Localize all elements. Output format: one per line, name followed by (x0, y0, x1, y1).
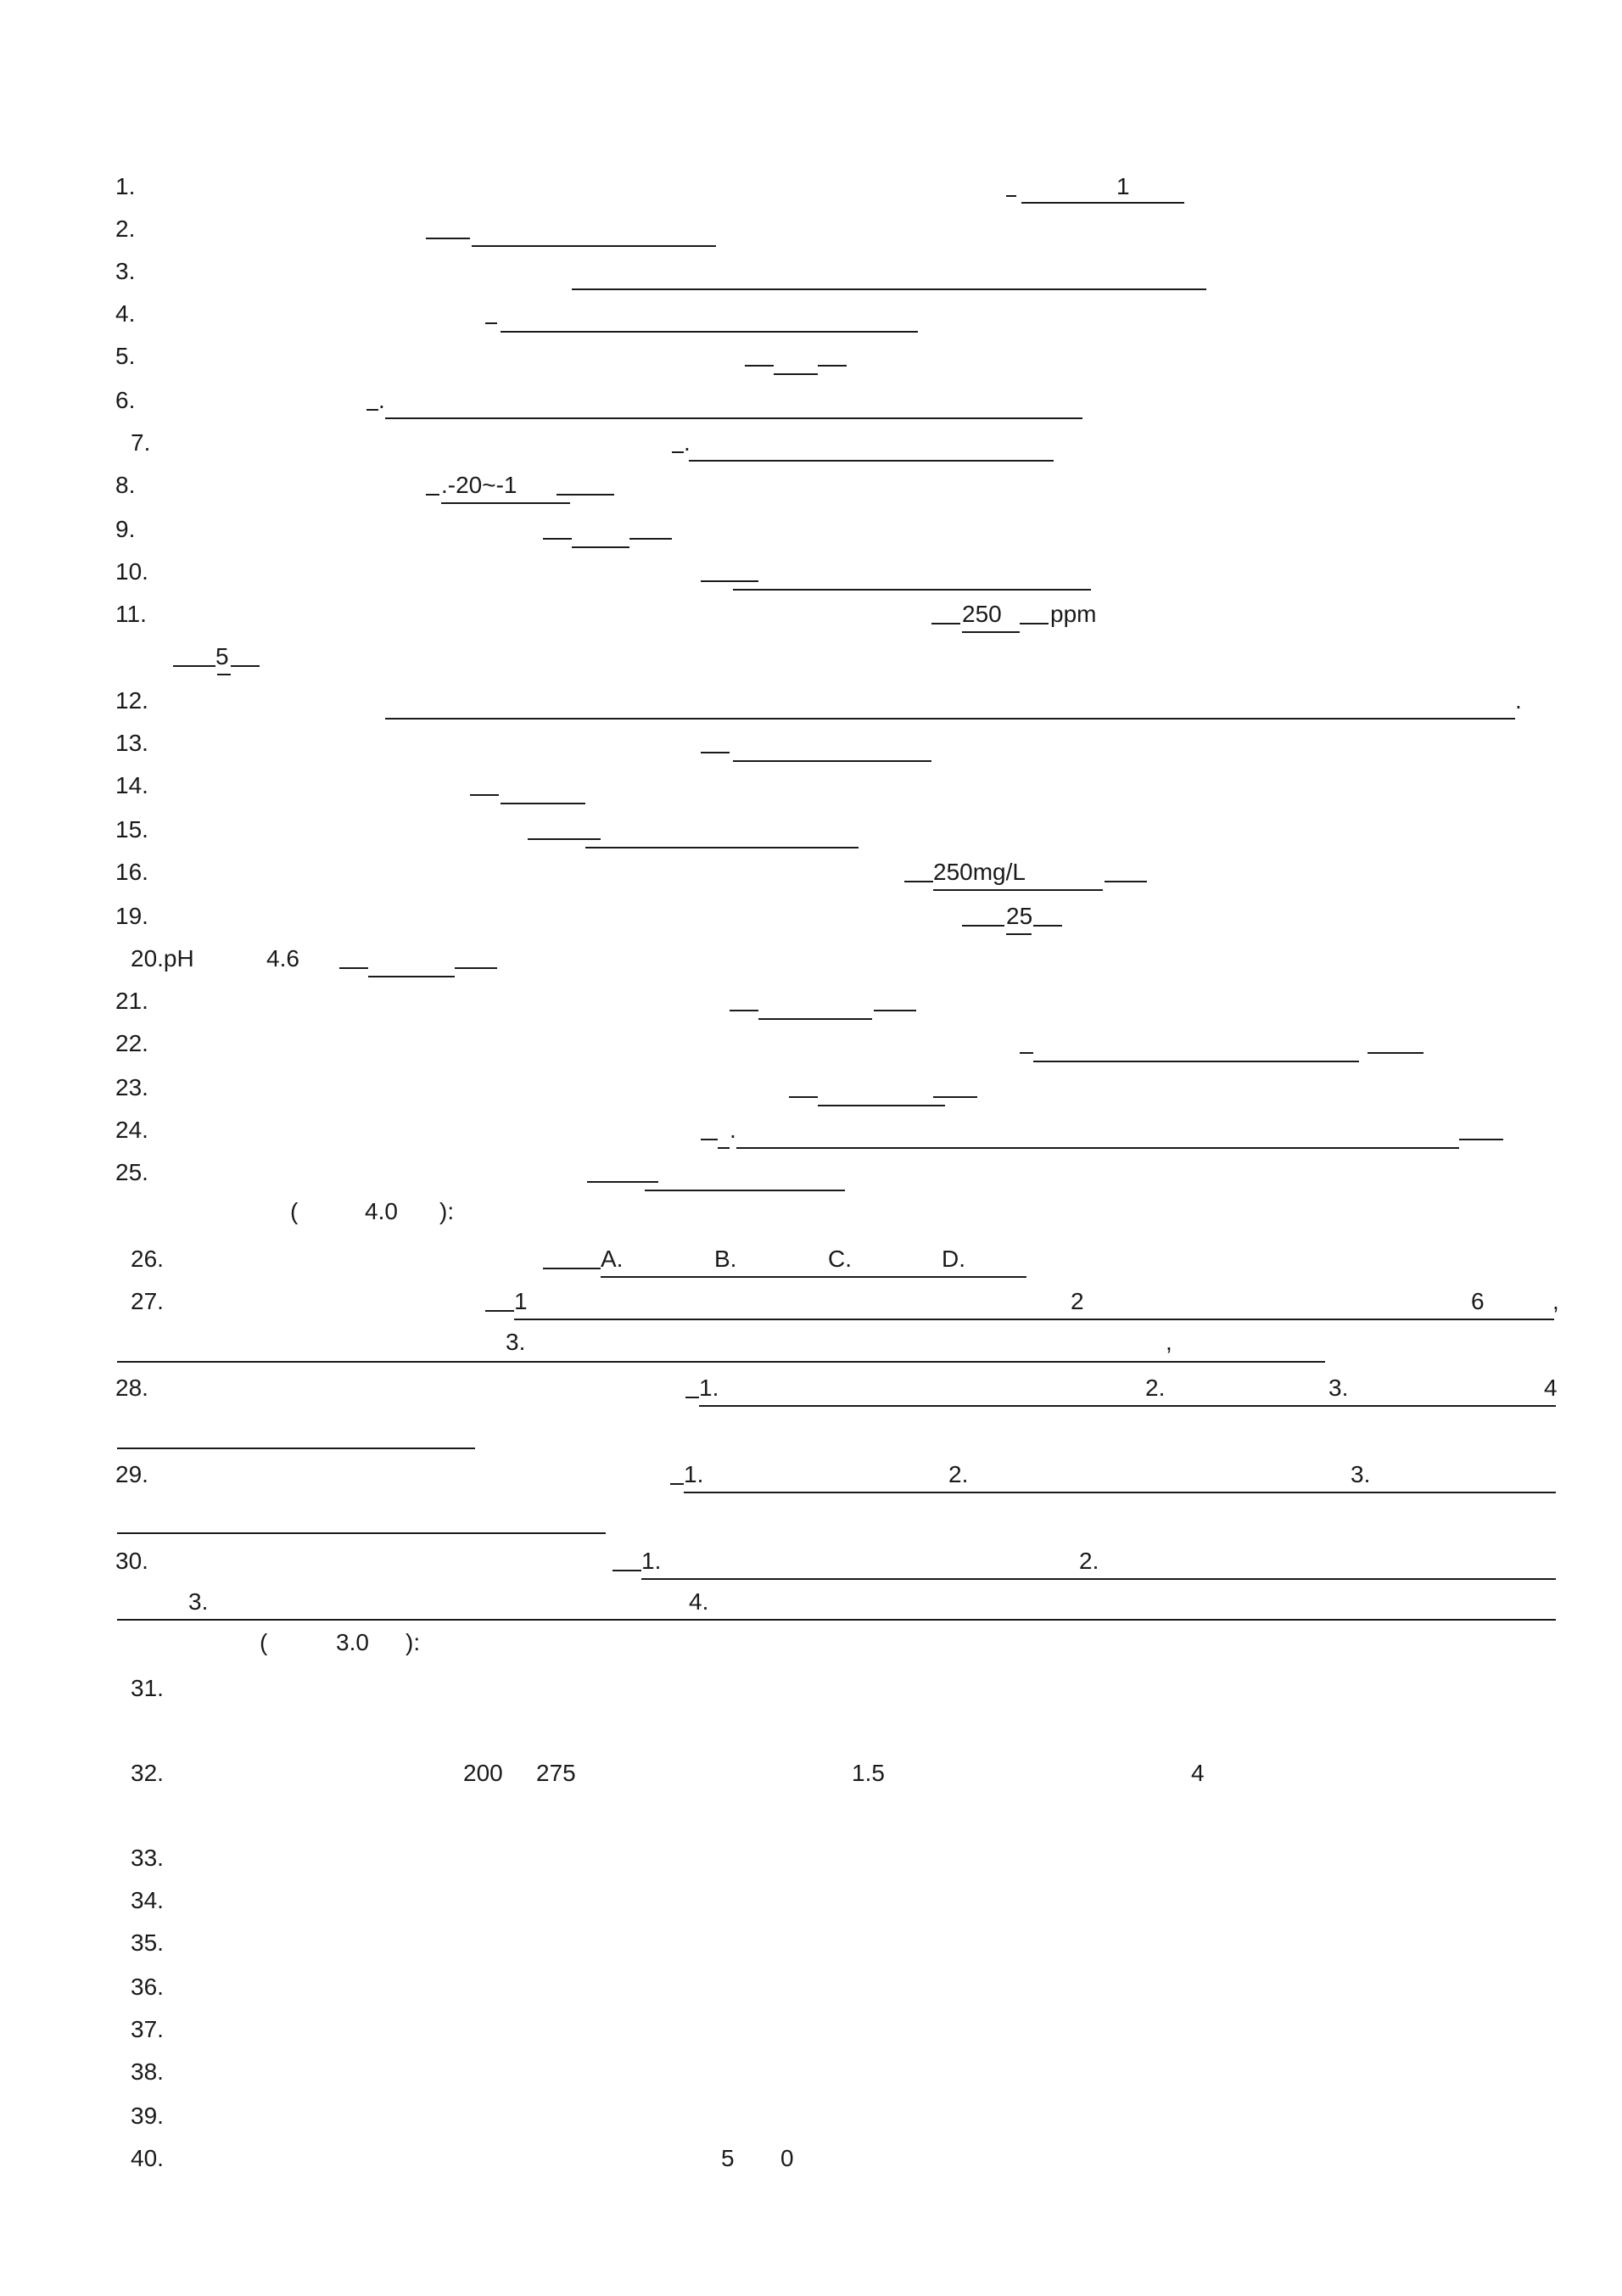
blank-line[interactable] (1368, 1052, 1423, 1054)
blank-line[interactable] (514, 1319, 1554, 1320)
blank-line[interactable] (962, 631, 1020, 633)
blank-line[interactable] (730, 1010, 758, 1011)
blank-line[interactable] (774, 373, 818, 375)
blank-line[interactable] (585, 847, 859, 848)
item-number: 9. (115, 516, 136, 542)
item-number: 38. (131, 2058, 164, 2085)
blank-line[interactable] (1105, 881, 1147, 882)
fill-value: 1 (1116, 173, 1130, 199)
blank-line[interactable] (470, 794, 499, 796)
blank-line[interactable] (117, 1532, 606, 1534)
blank-line[interactable] (670, 1483, 684, 1485)
option-2: 2. (1145, 1375, 1166, 1401)
item-number: 8. (115, 472, 136, 498)
fill-value: 5 (215, 643, 229, 669)
blank-line[interactable] (472, 245, 716, 247)
blank-line[interactable] (904, 881, 933, 882)
blank-line[interactable] (173, 665, 215, 667)
item-number: 25. (115, 1159, 148, 1185)
blank-line[interactable] (641, 1578, 1556, 1580)
option-3: 3. (506, 1329, 526, 1355)
item-number: 20.pH (131, 945, 194, 972)
blank-line[interactable] (733, 760, 931, 762)
choice-a: A. (601, 1246, 624, 1272)
blank-line[interactable] (501, 331, 918, 333)
item-number: 40. (131, 2145, 164, 2171)
blank-line[interactable] (612, 1570, 641, 1571)
option-2: 2. (1079, 1548, 1099, 1574)
section-score: 3.0 (336, 1629, 369, 1655)
section-close: ): (439, 1198, 455, 1224)
blank-line[interactable] (758, 1018, 872, 1020)
item-number: 15. (115, 816, 148, 843)
blank-line[interactable] (733, 589, 1091, 591)
blank-line[interactable] (117, 1361, 1325, 1363)
option-1: 1. (699, 1375, 719, 1401)
item-number: 14. (115, 772, 148, 798)
blank-line[interactable] (933, 889, 1103, 891)
blank-line[interactable] (217, 674, 231, 675)
blank-line[interactable] (557, 494, 614, 496)
blank-line[interactable] (645, 1190, 845, 1191)
blank-line[interactable] (601, 1276, 1026, 1278)
item-number: 21. (115, 988, 148, 1014)
option-4: 4 (1544, 1375, 1558, 1401)
fill-value: .-20~-1 (441, 472, 517, 498)
blank-line[interactable] (684, 1492, 1556, 1493)
blank-line[interactable] (1021, 202, 1184, 204)
blank-line[interactable] (672, 451, 684, 453)
blank-line[interactable] (543, 538, 572, 540)
blank-line[interactable] (441, 502, 570, 504)
blank-line[interactable] (701, 1139, 718, 1140)
item-number: 5. (115, 343, 136, 369)
blank-line[interactable] (385, 417, 1082, 419)
blank-line[interactable] (789, 1096, 818, 1098)
item-number: 29. (115, 1461, 148, 1487)
option-2: 2. (948, 1461, 969, 1487)
blank-line[interactable] (366, 409, 378, 411)
blank-line[interactable] (485, 322, 497, 324)
item-number: 24. (115, 1117, 148, 1143)
option-2: 2 (1071, 1288, 1084, 1314)
item-number: 16. (115, 859, 148, 885)
section-open-paren: ( (260, 1629, 268, 1655)
item-number: 6. (115, 387, 136, 413)
item-number: 10. (115, 558, 148, 585)
blank-line[interactable] (543, 1268, 601, 1269)
blank-line[interactable] (501, 803, 585, 804)
blank-line[interactable] (455, 967, 497, 969)
item-number: 11. (115, 601, 147, 627)
fill-value: . (684, 429, 691, 456)
fill-value: . (730, 1117, 736, 1143)
value: 4 (1191, 1760, 1205, 1786)
value: 5 (721, 2145, 735, 2171)
fill-value: . (1515, 687, 1522, 714)
item-number: 13. (115, 730, 148, 756)
blank-line[interactable] (368, 976, 455, 977)
item-number: 3. (115, 258, 136, 284)
fill-value: 250mg/L (933, 859, 1026, 885)
blank-line[interactable] (426, 494, 439, 496)
blank-line[interactable] (426, 238, 470, 239)
option-1: 1. (641, 1548, 662, 1574)
fill-value: 25 (1006, 903, 1033, 929)
item-number: 1. (115, 173, 136, 199)
item-number: 30. (115, 1548, 148, 1574)
choice-d: D. (942, 1246, 965, 1272)
item-number: 35. (131, 1929, 164, 1956)
line-comma: , (1166, 1329, 1172, 1355)
blank-line[interactable] (572, 288, 1206, 290)
item-number: 27. (131, 1288, 164, 1314)
blank-line[interactable] (699, 1405, 1556, 1407)
item-number: 31. (131, 1675, 164, 1701)
choice-c: C. (828, 1246, 852, 1272)
item-number: 34. (131, 1887, 164, 1913)
blank-line[interactable] (117, 1448, 475, 1449)
item-number: 37. (131, 2016, 164, 2042)
option-1: 1 (514, 1288, 528, 1314)
blank-line[interactable] (931, 623, 960, 624)
item-number: 26. (131, 1246, 164, 1272)
section-score: 4.0 (365, 1198, 398, 1224)
section-close: ): (406, 1629, 421, 1655)
blank-line[interactable] (701, 580, 758, 582)
item-number: 33. (131, 1845, 164, 1871)
blank-line[interactable] (1006, 195, 1016, 197)
fill-value: . (378, 387, 385, 413)
blank-line[interactable] (1006, 933, 1032, 935)
item-number: 32. (131, 1760, 164, 1786)
value: 275 (536, 1760, 576, 1786)
blank-line[interactable] (1033, 925, 1062, 927)
line-comma: , (1552, 1288, 1559, 1314)
blank-line[interactable] (874, 1010, 916, 1011)
blank-line[interactable] (231, 665, 260, 667)
value: 0 (780, 2145, 794, 2171)
option-4: 4. (689, 1588, 709, 1615)
section-open-paren: ( (290, 1198, 299, 1224)
item-number: 22. (115, 1030, 148, 1056)
blank-line[interactable] (485, 1310, 514, 1312)
blank-line[interactable] (818, 1105, 945, 1106)
blank-line[interactable] (587, 1181, 658, 1183)
blank-line[interactable] (745, 365, 774, 367)
fill-unit: ppm (1050, 601, 1097, 627)
option-1: 1. (684, 1461, 704, 1487)
item-number: 28. (115, 1375, 148, 1401)
blank-line[interactable] (528, 838, 601, 840)
value: 1.5 (852, 1760, 885, 1786)
option-3: 3. (1351, 1461, 1371, 1487)
choice-b: B. (714, 1246, 737, 1272)
blank-line[interactable] (1020, 1052, 1033, 1054)
item-number: 39. (131, 2103, 164, 2129)
blank-line[interactable] (117, 1619, 1556, 1621)
value: 200 (463, 1760, 503, 1786)
option-3: 3. (188, 1588, 209, 1615)
blank-line[interactable] (818, 365, 847, 367)
blank-line[interactable] (1020, 623, 1049, 624)
item-number: 7. (131, 429, 151, 456)
blank-line[interactable] (685, 1397, 699, 1398)
option-6: 6 (1471, 1288, 1485, 1314)
blank-line[interactable] (629, 538, 672, 540)
blank-line[interactable] (689, 460, 1054, 462)
blank-line[interactable] (572, 546, 629, 548)
option-3: 3. (1328, 1375, 1349, 1401)
fill-value: 250 (962, 601, 1002, 627)
blank-line[interactable] (962, 925, 1004, 927)
item-number: 23. (115, 1074, 148, 1100)
blank-line[interactable] (701, 752, 730, 753)
blank-line[interactable] (718, 1147, 730, 1149)
blank-line[interactable] (1033, 1061, 1359, 1062)
item-number: 4. (115, 300, 136, 327)
item-number: 12. (115, 687, 148, 714)
blank-line[interactable] (385, 718, 1515, 720)
item-number: 36. (131, 1974, 164, 2000)
blank-line[interactable] (1459, 1139, 1503, 1140)
fill-value: 4.6 (266, 945, 299, 972)
blank-line[interactable] (736, 1147, 1459, 1149)
blank-line[interactable] (339, 967, 368, 969)
blank-line[interactable] (933, 1096, 977, 1098)
item-number: 19. (115, 903, 148, 929)
item-number: 2. (115, 216, 136, 242)
